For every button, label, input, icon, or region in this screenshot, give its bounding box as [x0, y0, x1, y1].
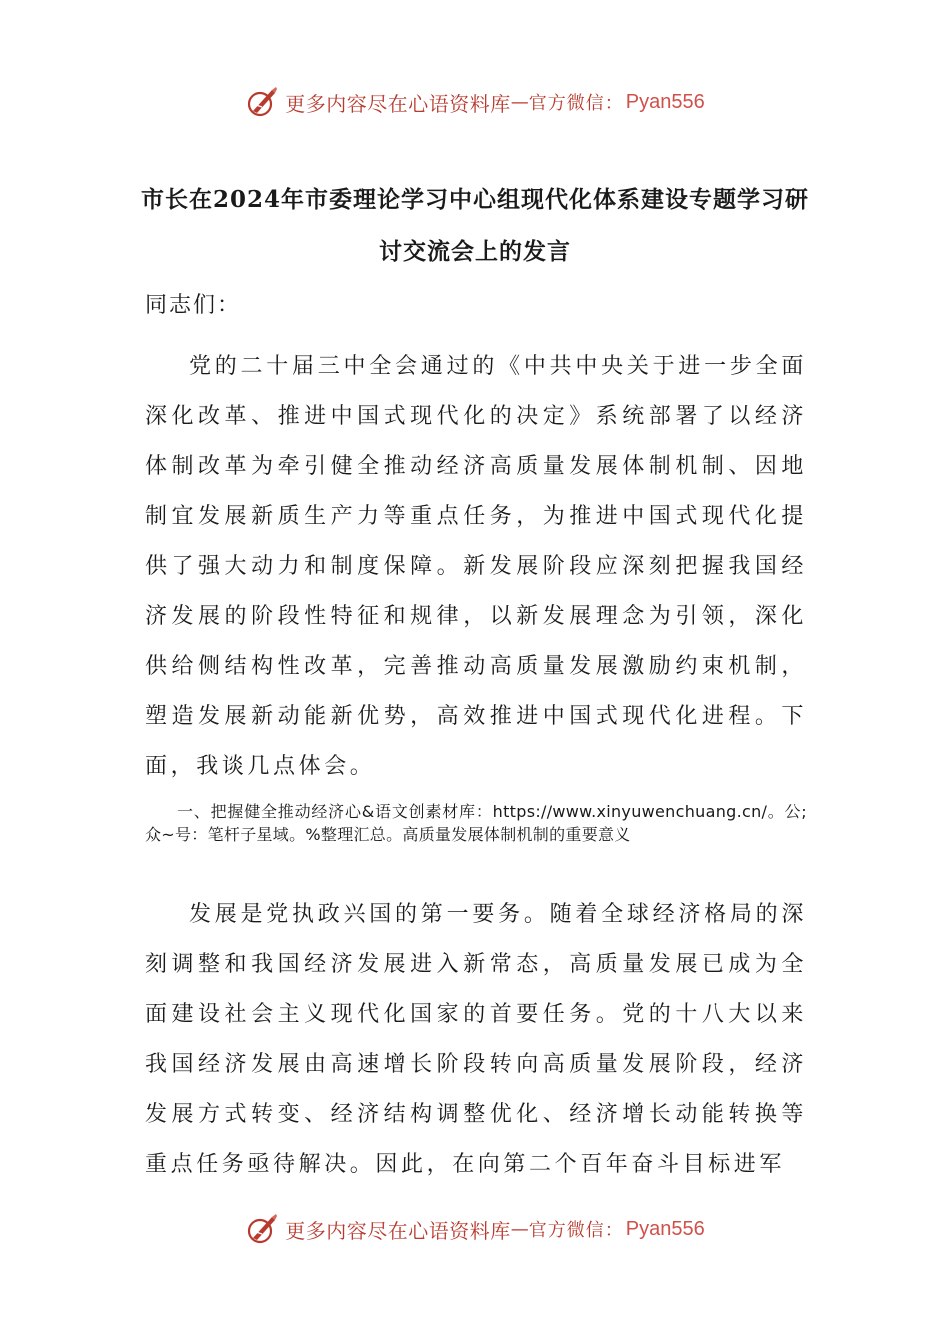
banner-wechat-label: 官方微信：	[528, 1220, 624, 1241]
quill-pen-circle-icon	[245, 85, 279, 119]
banner-wechat-label: 官方微信：	[528, 93, 624, 114]
document-title: 市长在2024年市委理论学习中心组现代化体系建设专题学习研讨交流会上的发言	[140, 186, 809, 265]
banner-wechat-account: Pyan556	[625, 1217, 705, 1240]
banner-brand-text: 更多内容尽在心语资料库	[285, 1218, 511, 1243]
greeting: 同志们：	[145, 293, 242, 318]
banner-separator: —	[510, 1218, 529, 1240]
body-paragraph: 发展是党执政兴国的第一要务。随着全球经济格局的深刻调整和我国经济发展进入新常态，高质量发展已成为全面建设社会主义现代化国家的首要任务。党的十八大以来我国经济发展由高速增长阶段转向高质量发展阶段，经济发展方式转变、经济结构调整优化、经济增长动能转换等重点任务亟待解决。因此，在向第二个百年奋斗目标进军	[145, 902, 807, 1177]
banner-brand-text: 更多内容尽在心语资料库	[285, 91, 511, 116]
banner-separator: —	[510, 91, 529, 113]
quill-pen-circle-icon	[245, 1212, 279, 1246]
header-banner	[0, 82, 950, 122]
banner-wechat-account: Pyan556	[625, 90, 705, 113]
footer-banner	[0, 1209, 950, 1249]
section-heading: 一、把握健全推动经济心&语文创素材库：https://www.xinyuwenchuang.cn/。公;众~号：笔杆子星域。%整理汇总。高质量发展体制机制的重要意义	[145, 802, 807, 844]
body-paragraph: 党的二十届三中全会通过的《中共中央关于进一步全面深化改革、推进中国式现代化的决定》系统部署了以经济体制改革为牵引健全推动经济高质量发展体制机制、因地制宜发展新质生产力等重点任务，为推进中国式现代化提供了强大动力和制度保障。新发展阶段应深刻把握我国经济发展的阶段性特征和规律，以新发展理念为引领，深化供给侧结构性改革，完善推动高质量发展激励约束机制，塑造发展新动能新优势，高效推进中国式现代化进程。下面，我谈几点体会。	[145, 354, 807, 779]
